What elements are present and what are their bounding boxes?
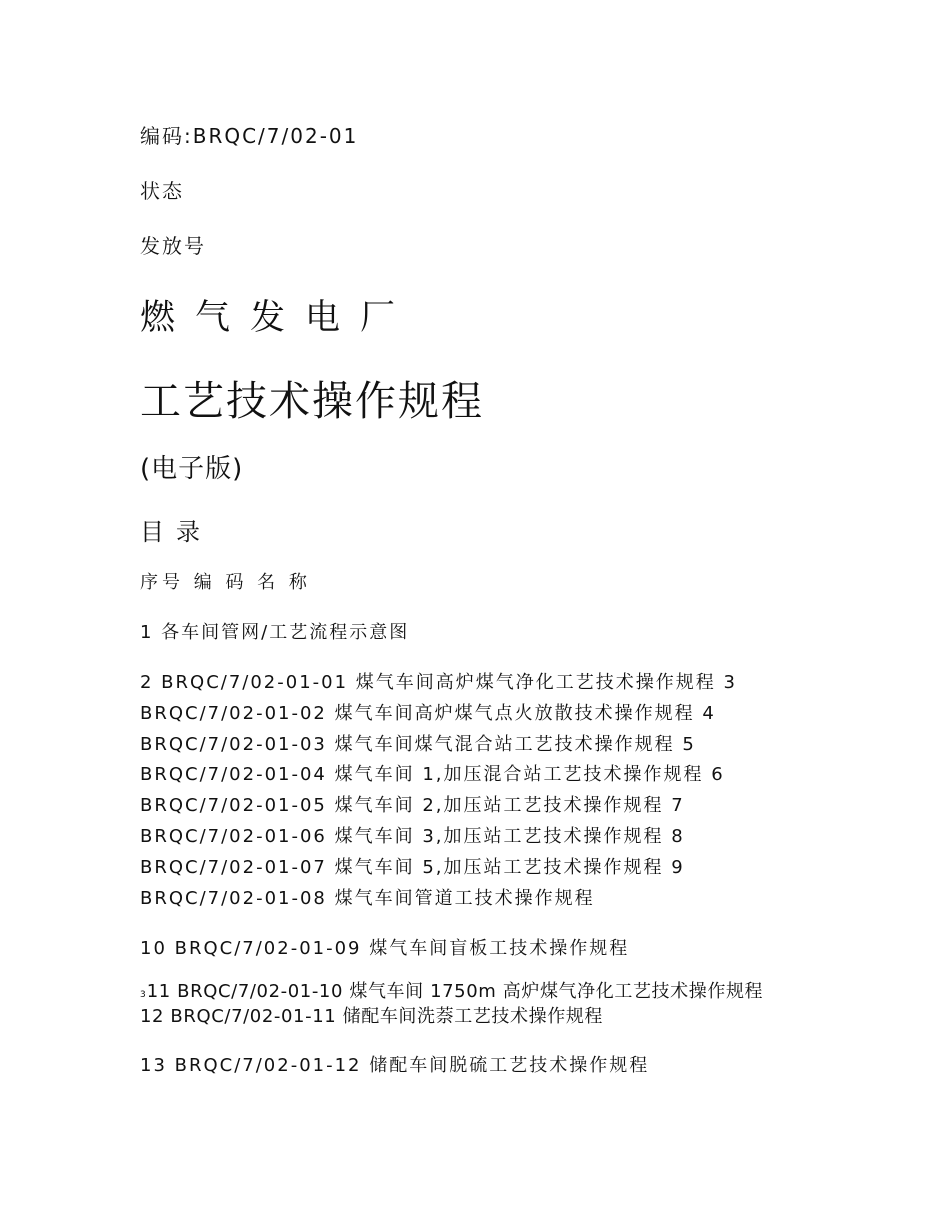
toc-item: BRQC/7/02-01-06 煤气车间 3,加压站工艺技术操作规程 8 bbox=[140, 826, 685, 847]
toc-column-headers: 序号 编 码 名 称 bbox=[140, 572, 311, 593]
toc-item-text: 11 BRQC/7/02-01-10 煤气车间 1750m 高炉煤气净化工艺技术操作规程 bbox=[146, 981, 764, 1002]
toc-item: BRQC/7/02-01-07 煤气车间 5,加压站工艺技术操作规程 9 bbox=[140, 857, 685, 878]
document-code: 编码:BRQC/7/02-01 bbox=[140, 124, 359, 148]
toc-item: BRQC/7/02-01-03 煤气车间煤气混合站工艺技术操作规程 5 bbox=[140, 734, 696, 755]
toc-heading: 目录 bbox=[140, 518, 212, 546]
toc-item: BRQC/7/02-01-08 煤气车间管道工技术操作规程 bbox=[140, 888, 595, 909]
toc-item: 2 BRQC/7/02-01-01 煤气车间高炉煤气净化工艺技术操作规程 3 bbox=[140, 672, 737, 693]
main-title: 工艺技术操作规程 bbox=[140, 377, 484, 425]
plant-title: 燃气发电厂 bbox=[140, 298, 416, 338]
toc-item: 13 BRQC/7/02-01-12 储配车间脱硫工艺技术操作规程 bbox=[140, 1055, 650, 1076]
toc-item: BRQC/7/02-01-02 煤气车间高炉煤气点火放散技术操作规程 4 bbox=[140, 703, 716, 724]
status-label: 状态 bbox=[140, 179, 184, 203]
toc-item: 10 BRQC/7/02-01-09 煤气车间盲板工技术操作规程 bbox=[140, 938, 630, 959]
toc-item bbox=[140, 977, 763, 1003]
issue-number-label: 发放号 bbox=[140, 234, 206, 258]
toc-item: 1 各车间管网/工艺流程示意图 bbox=[140, 622, 410, 643]
toc-item-page-ref: 3 bbox=[140, 990, 146, 1000]
toc-item: BRQC/7/02-01-05 煤气车间 2,加压站工艺技术操作规程 7 bbox=[140, 795, 685, 816]
toc-item: BRQC/7/02-01-04 煤气车间 1,加压混合站工艺技术操作规程 6 bbox=[140, 764, 725, 785]
toc-item: 12 BRQC/7/02-01-11 储配车间洗萘工艺技术操作规程 bbox=[140, 1006, 604, 1027]
edition-label: (电子版) bbox=[140, 454, 244, 484]
